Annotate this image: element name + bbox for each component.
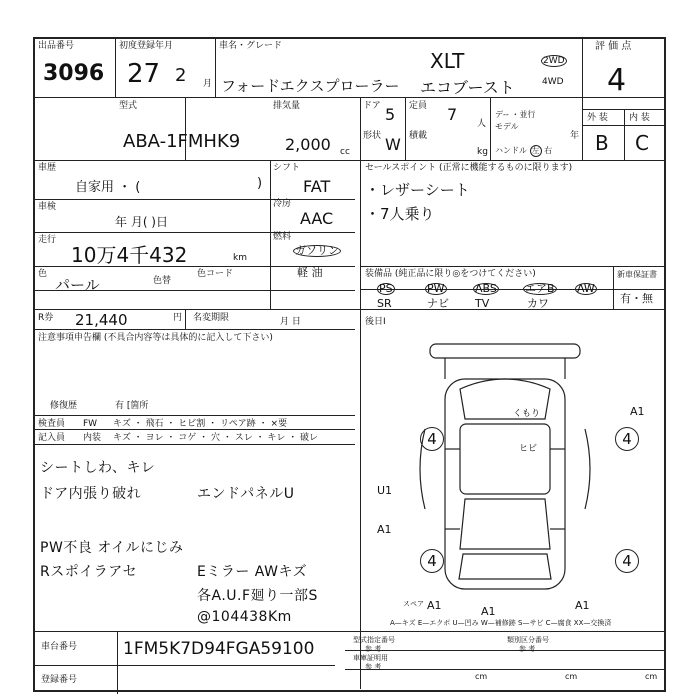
tire-front-left: 4: [420, 427, 444, 451]
capacity: 7: [447, 105, 458, 124]
mark-a1-rear: A1: [481, 605, 496, 618]
handle-label: ハンドル 左 右: [495, 146, 553, 155]
cc-unit: cc: [340, 147, 350, 157]
exterior-grade: B: [595, 131, 609, 155]
doors: 5: [385, 105, 396, 124]
registration-year: 27: [127, 59, 161, 89]
equip-tv: TV: [475, 297, 490, 310]
grade-line-2: エコブースト: [420, 78, 515, 97]
car-name-label: 車名・グレード: [219, 41, 283, 51]
interior-items: キズ ・ ヨレ ・ コゲ ・ 穴 ・ スレ ・ キレ ・ 破レ: [113, 433, 319, 443]
mileage: 10万4千432: [71, 243, 188, 267]
equip-navi: ナビ: [427, 297, 449, 310]
sales-points-label: セールスポイント (正常に機能するものに限ります): [365, 163, 573, 173]
equip-airbag: エアB: [525, 282, 555, 295]
equip-pw: PW: [427, 282, 445, 295]
inspection-label: 車検: [38, 202, 57, 212]
fuel-diesel: 軽 油: [297, 266, 323, 279]
warranty-label: 新車保証書: [617, 270, 657, 279]
equipment-label: 装備品 (純正品に限り◎をつけてください): [365, 269, 536, 279]
exterior-label: 外 装: [587, 113, 608, 123]
recycle-value: 21,440: [75, 311, 128, 329]
class-label: 類別区分番号: [507, 636, 549, 644]
mark-a1-rear-right: A1: [575, 599, 590, 612]
note-right-5: 各A.U.F廻り一部S: [197, 588, 318, 604]
interior-grade: C: [635, 131, 649, 155]
recorder-label: 記入員: [38, 433, 66, 443]
shift: FAT: [303, 177, 331, 196]
inspection-value: 年 月( )日: [115, 215, 168, 229]
note-left-4: PW不良 オイルにじみ: [40, 540, 184, 556]
model-year-label: デ-- ・並行: [495, 110, 536, 119]
drive-4wd: 4WD: [542, 77, 564, 87]
doors-label: ドア: [363, 101, 381, 111]
sales-point-2: ・7人乗り: [365, 205, 435, 223]
history-label: 車歴: [38, 163, 57, 173]
fog-label: くもり: [513, 409, 541, 419]
displacement: 2,000: [285, 135, 331, 154]
inspector-label: 検査員: [38, 419, 66, 429]
month-unit: 月: [203, 79, 213, 89]
score: 4: [607, 63, 627, 98]
mileage-label: 走行: [38, 235, 57, 245]
note-right-6: @104438Km: [197, 609, 292, 625]
year-unit: 年: [570, 131, 580, 141]
lot-number-label: 出品番号: [38, 41, 75, 51]
score-label: 評 価 点: [595, 41, 632, 52]
spare-label: スペア: [403, 600, 424, 608]
yen-unit: 円: [173, 313, 183, 323]
tire-rear-right: 4: [615, 549, 639, 573]
warranty-value: 有・無: [620, 292, 653, 305]
history-value: 自家用 ・ (: [75, 180, 141, 195]
history-close: ): [257, 176, 263, 191]
equip-abs: ABS: [475, 282, 497, 295]
fuel-label: 燃料: [273, 232, 292, 242]
load-label: 積載: [409, 131, 428, 141]
capacity-label: 定員: [409, 101, 428, 111]
shape-label: 形状: [363, 131, 382, 141]
displacement-label: 排気量: [273, 101, 301, 111]
garage-cert-label: 車庫証明用: [353, 654, 388, 662]
after-label: 後日Ⅰ: [365, 317, 386, 327]
note-right-4: Eミラー AWキズ: [197, 564, 308, 580]
cm-unit-1: cm: [475, 672, 488, 681]
equip-aw: AW: [577, 282, 595, 295]
shift-label: シフト: [273, 163, 301, 173]
registration-month: 2: [175, 65, 187, 86]
tire-front-right: 4: [615, 427, 639, 451]
drive-2wd: 2WD: [543, 56, 565, 66]
model-label-2: モデル: [495, 122, 519, 131]
garage-cert-ref: 参 考: [365, 663, 382, 671]
model-label: 型式: [119, 101, 138, 111]
recycle-label: R券: [38, 313, 54, 323]
sales-point-1: ・レザーシート: [365, 181, 470, 199]
interior-label: 内 装: [629, 113, 650, 123]
capacity-unit: 人: [477, 119, 487, 129]
caution-label: 注意事項申告欄 (不具合内容等は具体的に記入して下さい): [38, 333, 273, 343]
mark-a1-side: A1: [377, 523, 392, 536]
mark-a1-rear-left: A1: [427, 599, 442, 612]
car-name: フォードエクスプローラー: [221, 77, 400, 95]
shape: W: [385, 135, 401, 154]
color-label: 色: [38, 269, 48, 279]
color-code-label: 色コード: [197, 269, 234, 279]
repair-value: 有 [箇所: [115, 401, 149, 411]
crack-label: ヒビ: [519, 444, 538, 454]
kg-unit: kg: [477, 147, 488, 157]
color: パール: [55, 276, 100, 294]
note-left-5: Rスポイラアセ: [40, 564, 138, 580]
fw-items: キズ ・ 飛石 ・ ヒビ割 ・ リペア跡 ・ ×要: [113, 419, 288, 429]
km-unit: km: [233, 253, 247, 263]
model-code: ABA-1FMHK9: [123, 131, 241, 152]
fw-label: FW: [83, 419, 98, 429]
lot-number: 3096: [43, 61, 105, 86]
color-change-label: 色替: [153, 276, 172, 286]
cm-unit-3: cm: [645, 672, 658, 681]
registration-number-label: 登録番号: [41, 675, 78, 685]
equip-sr: SR: [377, 297, 392, 310]
note-left-2: ドア内張り破れ: [40, 486, 142, 502]
note-left-1: シートしわ、キレ: [40, 460, 156, 476]
equip-ps: PS: [379, 282, 393, 295]
type-cert-ref: 参 考: [365, 645, 382, 653]
ac: AAC: [300, 209, 334, 228]
ac-label: 冷房: [273, 199, 292, 209]
class-ref: 参 考: [519, 645, 536, 653]
chassis-number: 1FM5K7D94FGA59100: [123, 639, 315, 659]
chassis-label: 車台番号: [41, 642, 78, 652]
cm-unit-2: cm: [565, 672, 578, 681]
auction-sheet: [33, 37, 666, 692]
grade-line-1: XLT: [430, 49, 465, 73]
tire-rear-left: 4: [420, 549, 444, 573]
damage-legend: A—キズ E—エクボ U—凹み W—補修跡 S—サビ C—腐食 XX—交換済: [390, 619, 612, 627]
interior-items-label: 内装: [83, 433, 102, 443]
mark-u1: U1: [377, 484, 393, 497]
type-cert-label: 型式指定番号: [353, 636, 395, 644]
note-right-1: エンドパネルU: [197, 486, 295, 502]
repair-label: 修復歴: [50, 401, 78, 411]
fuel-gasoline: ガソリン: [295, 244, 339, 257]
mark-a1-front: A1: [630, 405, 645, 418]
equip-leather: カワ: [527, 297, 549, 310]
name-change-value: 月 日: [280, 317, 301, 327]
first-registration-label: 初度登録年月: [119, 41, 174, 51]
name-change-label: 名変期限: [193, 313, 230, 323]
